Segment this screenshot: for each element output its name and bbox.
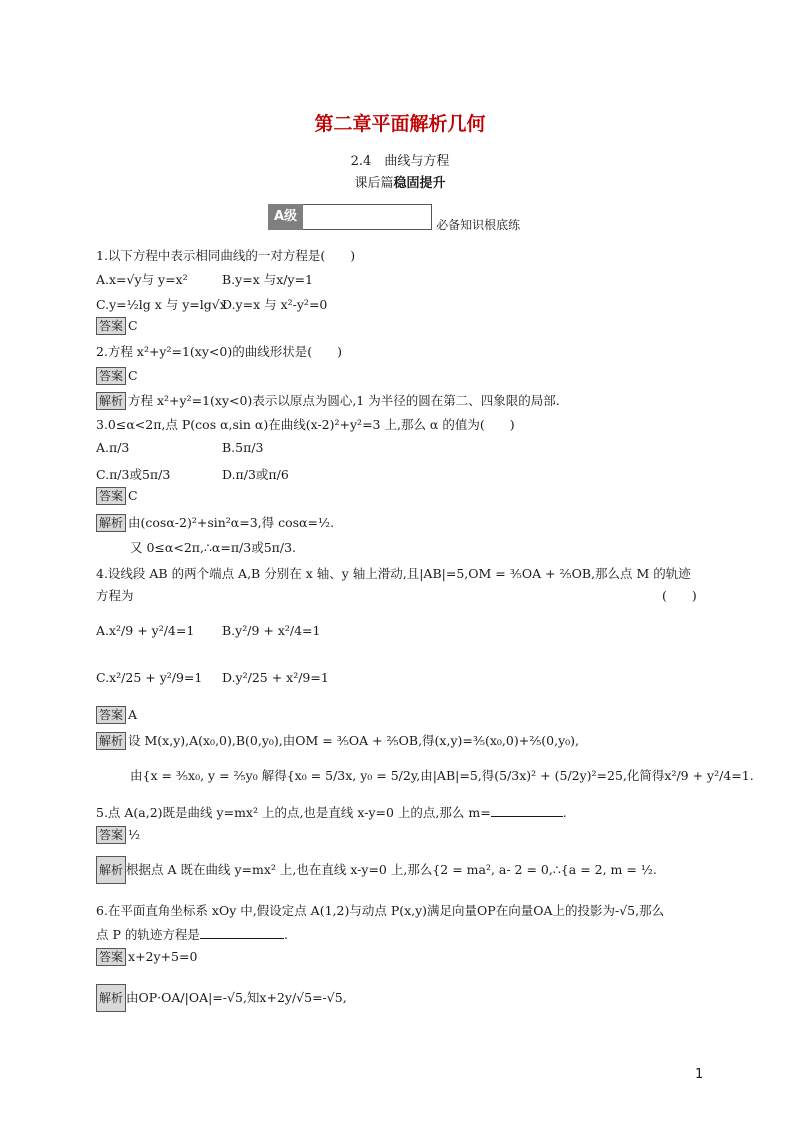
q4-option-a: A.x²/9 + y²/4=1 bbox=[96, 623, 195, 638]
q4-answer: A bbox=[128, 707, 138, 722]
q5-blank bbox=[491, 816, 563, 817]
q3-answer: C bbox=[128, 488, 138, 503]
q1-answer-row bbox=[96, 317, 138, 335]
q4-option-b: B.y²/9 + x²/4=1 bbox=[222, 623, 321, 638]
q3-option-c: C.π/3或5π/3 bbox=[96, 467, 171, 482]
level-text: 必备知识根底练 bbox=[436, 217, 521, 232]
q5-answer: ½ bbox=[128, 827, 141, 842]
answer-tag: 答案 bbox=[96, 948, 126, 966]
q1-answer: C bbox=[128, 318, 138, 333]
section-title: 2.4 曲线与方程 bbox=[350, 154, 450, 169]
q4-stem-2: 方程为 bbox=[96, 588, 134, 603]
q6-analysis-row bbox=[96, 984, 347, 1012]
q4-analysis-1: 设 M(x,y),A(x₀,0),B(0,y₀),由OM = ⅗OA + ⅖OB,得(x,y)=⅗(x₀,0)+⅖(0,y₀), bbox=[128, 733, 580, 748]
q4-paren: ( ) bbox=[662, 588, 697, 603]
q4-stem-1: 4.设线段 AB 的两个端点 A,B 分别在 x 轴、y 轴上滑动,且|AB|=5,OM = ⅗OA + ⅖OB,那么点 M 的轨迹 bbox=[96, 566, 691, 581]
q1-stem: 1.以下方程中表示相同曲线的一对方程是( ) bbox=[96, 248, 356, 263]
analysis-tag: 解析 bbox=[96, 514, 126, 532]
analysis-tag: 解析 bbox=[96, 392, 126, 410]
q3-option-a: A.π/3 bbox=[96, 440, 130, 455]
chapter-title: 第二章平面解析几何 bbox=[314, 113, 486, 135]
level-tag: A级 bbox=[268, 204, 303, 230]
q3-option-b: B.5π/3 bbox=[222, 440, 264, 455]
q6-stem-1: 6.在平面直角坐标系 xOy 中,假设定点 A(1,2)与动点 P(x,y)满足向量OP在向量OA上的投影为-√5,那么 bbox=[96, 903, 665, 918]
q3-analysis-row bbox=[96, 513, 334, 532]
page-number: 1 bbox=[695, 1067, 704, 1082]
level-box bbox=[303, 204, 432, 230]
answer-tag: 答案 bbox=[96, 706, 126, 724]
answer-tag: 答案 bbox=[96, 317, 126, 335]
q1-option-c: C.y=½lg x 与 y=lg√x bbox=[96, 297, 227, 312]
q2-analysis: 方程 x²+y²=1(xy<0)表示以原点为圆心,1 为半径的圆在第二、四象限的局部. bbox=[128, 393, 560, 408]
q1-option-a: A.x=√y与 y=x² bbox=[96, 272, 188, 287]
q3-analysis-2: 又 0≤α<2π,∴α=π/3或5π/3. bbox=[130, 540, 297, 555]
q2-answer: C bbox=[128, 368, 138, 383]
q6-stem-2: 点 P 的轨迹方程是 bbox=[96, 927, 200, 942]
answer-tag: 答案 bbox=[96, 367, 126, 385]
q3-analysis-1: 由(cosα-2)²+sin²α=3,得 cosα=½. bbox=[128, 515, 335, 530]
q1-option-b: B.y=x 与x/y=1 bbox=[222, 272, 313, 287]
analysis-tag: 解析 bbox=[96, 732, 126, 750]
q6-answer-row bbox=[96, 948, 197, 966]
section-subtitle: 课后篇稳固提升 bbox=[354, 176, 446, 191]
analysis-tag: 解析 bbox=[96, 856, 126, 884]
q2-analysis-row bbox=[96, 391, 560, 410]
q6-answer: x+2y+5=0 bbox=[128, 949, 198, 964]
q5-analysis: 根据点 A 既在曲线 y=mx² 上,也在直线 x-y=0 上,那么{2 = ma², a- 2 = 0,∴{a = 2, m = ½. bbox=[126, 862, 657, 877]
q1-option-d: D.y=x 与 x²-y²=0 bbox=[222, 297, 328, 312]
q5-stem: 5.点 A(a,2)既是曲线 y=mx² 上的点,也是直线 x-y=0 上的点,那么 m= bbox=[96, 805, 491, 820]
q6-blank bbox=[200, 938, 284, 939]
q4-option-d: D.y²/25 + x²/9=1 bbox=[222, 670, 329, 685]
analysis-tag: 解析 bbox=[96, 984, 126, 1012]
q3-answer-row bbox=[96, 487, 138, 505]
q6-analysis: 由OP·OA/|OA|=-√5,知x+2y/√5=-√5, bbox=[126, 990, 347, 1005]
q4-analysis-2: 由{x = ⅗x₀, y = ⅖y₀ 解得{x₀ = 5/3x, y₀ = 5/2y,由|AB|=5,得(5/3x)² + (5/2y)²=25,化简得x²/9 + y²/4=1. bbox=[130, 768, 754, 783]
answer-tag: 答案 bbox=[96, 826, 126, 844]
q2-stem: 2.方程 x²+y²=1(xy<0)的曲线形状是( ) bbox=[96, 344, 342, 359]
q3-stem: 3.0≤α<2π,点 P(cos α,sin α)在曲线(x-2)²+y²=3 上,那么 α 的值为( ) bbox=[96, 417, 515, 432]
q6-stem-row-2: 点 P 的轨迹方程是 . bbox=[96, 927, 288, 942]
q2-answer-row bbox=[96, 367, 138, 385]
level-banner bbox=[268, 203, 520, 231]
q5-answer-row bbox=[96, 826, 140, 844]
answer-tag: 答案 bbox=[96, 487, 126, 505]
q4-option-c: C.x²/25 + y²/9=1 bbox=[96, 670, 203, 685]
q4-analysis-row bbox=[96, 731, 579, 750]
q5-stem-row: 5.点 A(a,2)既是曲线 y=mx² 上的点,也是直线 x-y=0 上的点,那么 m= . bbox=[96, 805, 567, 820]
q3-option-d: D.π/3或π/6 bbox=[222, 467, 289, 482]
q5-analysis-row bbox=[96, 856, 657, 884]
q4-answer-row bbox=[96, 706, 137, 724]
